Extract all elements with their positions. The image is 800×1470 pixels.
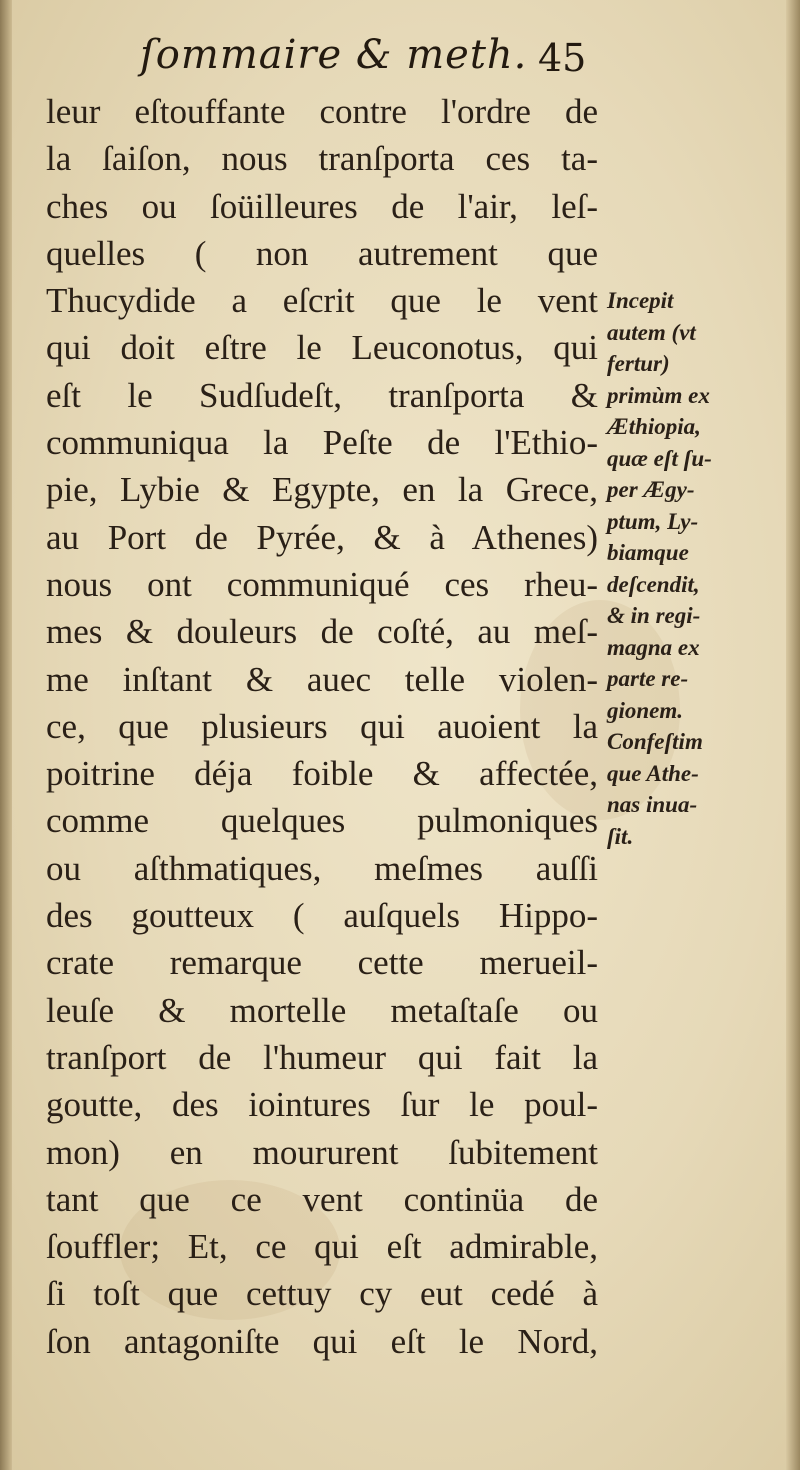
text-line: ſouffler; Et, ce qui eſt admirable,	[46, 1227, 598, 1267]
running-title: ſommaire & meth.	[140, 32, 528, 78]
margin-note-line: Æthiopia,	[607, 414, 701, 439]
margin-note-line: ſit.	[607, 823, 634, 849]
margin-note-line: autem (vt	[607, 319, 696, 345]
text-line: la ſaiſon, nous tranſporta ces ta-	[46, 139, 598, 179]
margin-note-line: ptum, Ly-	[607, 508, 699, 534]
text-line: me inſtant & auec telle violen-	[46, 659, 598, 699]
margin-note-line: que Athe-	[607, 760, 699, 786]
margin-note-line: biamque	[607, 540, 689, 565]
page-number: 45	[538, 36, 587, 80]
margin-note-line: parte re-	[607, 666, 689, 691]
page-left-edge	[0, 0, 12, 1470]
text-line: leuſe & mortelle metaſtaſe ou	[46, 990, 598, 1030]
margin-note	[607, 285, 777, 852]
margin-note-line: Incepit	[607, 288, 674, 313]
text-line: des goutteux ( auſquels Hippo-	[46, 896, 598, 936]
page-right-edge	[786, 0, 800, 1470]
text-line: mon) en moururent ſubitement	[46, 1132, 598, 1172]
text-line: crate remarque cette merueil-	[46, 943, 598, 983]
text-line: leur eſtouffante contre l'ordre de	[46, 92, 598, 131]
text-line: tant que ce vent continüa de	[46, 1179, 598, 1219]
page-header	[0, 32, 800, 92]
text-line: goutte, des iointures ſur le poul-	[46, 1085, 598, 1125]
body-text	[46, 88, 606, 1365]
text-line: comme quelques pulmoniques	[46, 801, 598, 841]
text-line: ches ou ſoüilleures de l'air, leſ-	[46, 186, 598, 226]
text-line: tranſport de l'humeur qui fait la	[46, 1037, 598, 1077]
margin-note-line: per Ægy-	[607, 477, 695, 502]
text-line: pie, Lybie & Egypte, en la Grece,	[46, 470, 598, 510]
text-line: nous ont communiqué ces rheu-	[46, 564, 598, 604]
margin-note-line: Confeſtim	[607, 729, 703, 754]
text-line: eſt le Sudſudeſt, tranſporta &	[46, 375, 598, 415]
margin-note-line: quæ eſt ſu-	[607, 445, 712, 471]
margin-note-line: fertur)	[607, 351, 670, 376]
text-line: ce, que plusieurs qui auoient la	[46, 706, 598, 746]
margin-note-line: primùm ex	[607, 382, 710, 408]
text-line: ou aſthmatiques, meſmes auſſi	[46, 848, 598, 888]
text-line: mes & douleurs de coſté, au meſ-	[46, 612, 598, 652]
text-line: qui doit eſtre le Leuconotus, qui	[46, 328, 598, 368]
margin-note-line: nas inua-	[607, 792, 698, 817]
text-line: au Port de Pyrée, & à Athenes)	[46, 517, 598, 557]
text-line: Thucydide a eſcrit que le vent	[46, 281, 598, 321]
text-line: ſi toſt que cettuy cy eut cedé à	[46, 1274, 598, 1314]
text-line: communiqua la Peſte de l'Ethio-	[46, 423, 598, 463]
text-line: poitrine déja foible & affectée,	[46, 754, 598, 794]
text-line: ſon antagoniſte qui eſt le Nord,	[46, 1321, 598, 1361]
margin-note-line: magna ex	[607, 634, 700, 660]
margin-note-line: deſcendit,	[607, 571, 700, 597]
margin-note-line: gionem.	[607, 697, 684, 723]
margin-note-line: & in regi-	[607, 603, 701, 628]
text-line: quelles ( non autrement que	[46, 233, 598, 273]
